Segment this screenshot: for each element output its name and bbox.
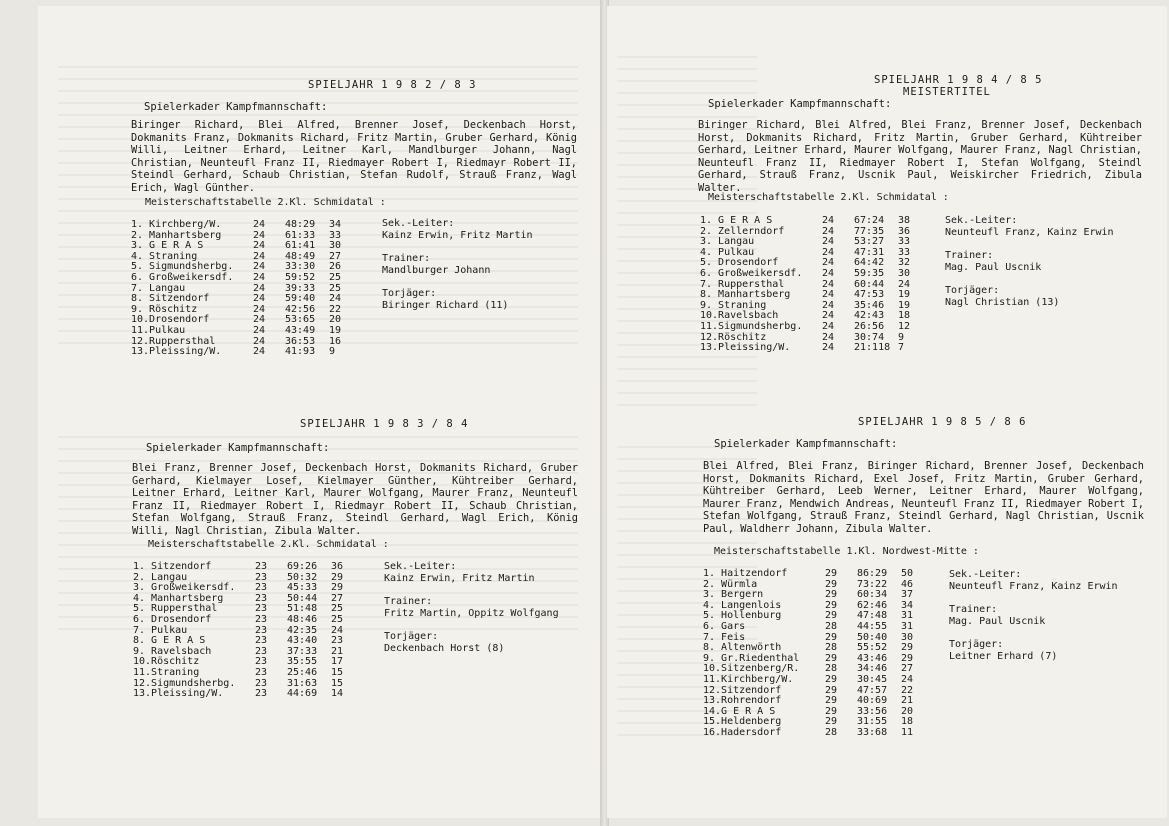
team-name: 5. Drosendorf — [700, 257, 779, 269]
team-name: 7. Ruppersthal — [700, 278, 785, 290]
games-played: 24 — [822, 236, 835, 248]
torjaeger-block — [384, 631, 559, 654]
games-played: 23 — [255, 688, 268, 700]
season-title: SPIELJAHR 1 9 8 3 / 8 4 — [300, 418, 469, 430]
points: 29 — [901, 652, 914, 664]
points: 16 — [329, 335, 342, 347]
games-played: 24 — [822, 320, 835, 332]
team-name: 2. Würmla — [703, 578, 758, 590]
torjaeger-label: Torjäger: — [382, 288, 437, 299]
games-played: 29 — [825, 684, 838, 696]
kader-heading: Spielerkader Kampfmannschaft: — [708, 98, 892, 110]
table-row — [700, 269, 918, 280]
sek-leiter-block — [382, 218, 533, 241]
goal-ratio: 50:40 — [857, 631, 888, 643]
team-name: 12.Sigmundsherbg. — [133, 677, 236, 689]
trainer-block — [945, 250, 1114, 273]
goal-ratio: 59:40 — [285, 293, 316, 305]
points: 19 — [329, 324, 342, 336]
points: 12 — [898, 320, 911, 332]
games-played: 29 — [825, 568, 838, 579]
torjaeger-label: Torjäger: — [384, 631, 439, 642]
points: 29 — [331, 571, 344, 583]
team-name: 5. Sigmundsherbg. — [131, 261, 234, 273]
goal-ratio: 42:56 — [285, 303, 316, 315]
sek-leiter-block — [949, 569, 1118, 592]
torjaeger-value: Nagl Christian (13) — [945, 296, 1060, 308]
sek-leiter-label: Sek.-Leiter: — [384, 561, 457, 572]
team-name: 2. Manhartsberg — [131, 229, 222, 241]
games-played: 23 — [255, 666, 268, 678]
table-row — [133, 562, 351, 573]
trainer-label: Trainer: — [384, 596, 433, 607]
games-played: 29 — [825, 652, 838, 664]
goal-ratio: 26:56 — [854, 320, 885, 332]
trainer-value: Mandlburger Johann — [382, 264, 491, 276]
points: 18 — [901, 716, 914, 728]
points: 25 — [329, 282, 342, 294]
points: 25 — [331, 613, 344, 625]
team-name: 10.Sitzenberg/R. — [703, 663, 800, 675]
points: 11 — [901, 726, 914, 738]
points: 20 — [901, 705, 914, 717]
torjaeger-value: Deckenbach Horst (8) — [384, 642, 505, 654]
points: 34 — [329, 219, 342, 230]
games-played: 24 — [253, 219, 266, 230]
goal-ratio: 67:24 — [854, 215, 885, 226]
points: 30 — [898, 267, 911, 279]
games-played: 24 — [253, 324, 266, 336]
goal-ratio: 48:29 — [285, 219, 316, 230]
games-played: 29 — [825, 705, 838, 717]
points: 21 — [331, 645, 344, 657]
team-name: 10.Ravelsbach — [700, 310, 779, 322]
team-name: 6. Großweikersdf. — [131, 271, 234, 283]
points: 33 — [329, 229, 342, 241]
games-played: 24 — [822, 278, 835, 290]
table-row — [131, 347, 349, 358]
team-name: 10.Röschitz — [133, 656, 200, 668]
points: 9 — [329, 346, 336, 358]
games-played: 28 — [825, 726, 838, 738]
games-played: 23 — [255, 582, 268, 594]
games-played: 28 — [825, 663, 838, 675]
games-played: 29 — [825, 578, 838, 590]
goal-ratio: 61:41 — [285, 240, 316, 252]
team-name: 8. Sitzendorf — [131, 293, 210, 305]
games-played: 23 — [255, 624, 268, 636]
games-played: 24 — [822, 289, 835, 301]
torjaeger-value: Leitner Erhard (7) — [949, 650, 1058, 662]
goal-ratio: 41:93 — [285, 346, 316, 358]
goal-ratio: 45:33 — [287, 582, 318, 594]
sek-leiter-block — [384, 561, 559, 584]
sek-leiter-label: Sek.-Leiter: — [382, 218, 455, 229]
team-name: 9. Röschitz — [131, 303, 198, 315]
games-played: 24 — [253, 314, 266, 326]
points: 27 — [329, 250, 342, 262]
points: 21 — [901, 695, 914, 707]
goal-ratio: 53:27 — [854, 236, 885, 248]
team-name: 8. Manhartsberg — [700, 289, 791, 301]
team-name: 4. Pulkau — [700, 246, 755, 258]
table-row — [703, 675, 921, 686]
games-played: 29 — [825, 716, 838, 728]
team-name: 1. Sitzendorf — [133, 561, 212, 572]
games-played: 29 — [825, 610, 838, 622]
points: 37 — [901, 589, 914, 601]
points: 25 — [329, 271, 342, 283]
team-name: 4. Langenlois — [703, 599, 782, 611]
team-name: 12.Sitzendorf — [703, 684, 782, 696]
team-name: 14.G E R A S — [703, 705, 776, 717]
table-heading: Meisterschaftstabelle 2.Kl. Schmidatal : — [148, 539, 389, 550]
table-row — [131, 326, 349, 337]
team-name: 11.Kirchberg/W. — [703, 673, 794, 685]
points: 23 — [331, 635, 344, 647]
games-played: 23 — [255, 603, 268, 615]
table-row — [133, 668, 351, 679]
points: 19 — [898, 299, 911, 311]
games-played: 24 — [253, 282, 266, 294]
team-name: 13.Pleissing/W. — [133, 688, 224, 700]
team-name: 3. Langau — [700, 236, 755, 248]
table-row — [700, 322, 918, 333]
team-name: 3. Bergern — [703, 589, 764, 601]
goal-ratio: 50:44 — [287, 592, 318, 604]
goal-ratio: 47:48 — [857, 610, 888, 622]
team-name: 15.Heldenberg — [703, 716, 782, 728]
goal-ratio: 43:46 — [857, 652, 888, 664]
points: 24 — [329, 293, 342, 305]
table-heading: Meisterschaftstabelle 2.Kl. Schmidatal : — [145, 197, 386, 208]
sek-leiter-value: Kainz Erwin, Fritz Martin — [384, 572, 535, 584]
goal-ratio: 55:52 — [857, 642, 888, 654]
goal-ratio: 21:118 — [854, 342, 891, 354]
team-name: 9. Gr.Riedenthal — [703, 652, 800, 664]
table-row — [133, 689, 351, 700]
goal-ratio: 33:56 — [857, 705, 888, 717]
points: 30 — [329, 240, 342, 252]
goal-ratio: 35:55 — [287, 656, 318, 668]
goal-ratio: 77:35 — [854, 225, 885, 237]
club-officials — [382, 218, 533, 323]
points: 24 — [898, 278, 911, 290]
team-name: 7. Langau — [131, 282, 186, 294]
games-played: 28 — [825, 620, 838, 632]
team-name: 13.Rohrendorf — [703, 695, 782, 707]
goal-ratio: 47:31 — [854, 246, 885, 258]
games-played: 24 — [822, 331, 835, 343]
kader-heading: Spielerkader Kampfmannschaft: — [714, 438, 898, 450]
games-played: 24 — [253, 250, 266, 262]
table-heading: Meisterschaftstabelle 2.Kl. Schmidatal : — [708, 192, 949, 203]
trainer-block — [382, 253, 533, 276]
points: 9 — [898, 331, 905, 343]
games-played: 24 — [822, 310, 835, 322]
goal-ratio: 51:48 — [287, 603, 318, 615]
goal-ratio: 60:44 — [854, 278, 885, 290]
team-name: 1. Haitzendorf — [703, 568, 788, 579]
team-name: 7. Feis — [703, 631, 746, 643]
torjaeger-block — [382, 288, 533, 311]
goal-ratio: 25:46 — [287, 666, 318, 678]
points: 32 — [898, 257, 911, 269]
torjaeger-block — [945, 285, 1114, 308]
games-played: 24 — [253, 240, 266, 252]
points: 33 — [898, 236, 911, 248]
sek-leiter-value: Neunteufl Franz, Kainz Erwin — [949, 580, 1118, 592]
games-played: 23 — [255, 656, 268, 668]
goal-ratio: 44:55 — [857, 620, 888, 632]
points: 24 — [331, 624, 344, 636]
games-played: 23 — [255, 571, 268, 583]
points: 30 — [901, 631, 914, 643]
season-title: SPIELJAHR 1 9 8 4 / 8 5 — [874, 74, 1043, 86]
games-played: 29 — [825, 631, 838, 643]
kader-heading: Spielerkader Kampfmannschaft: — [144, 101, 328, 113]
team-name: 6. Drosendorf — [133, 613, 212, 625]
goal-ratio: 31:63 — [287, 677, 318, 689]
goal-ratio: 43:40 — [287, 635, 318, 647]
team-name: 11.Sigmundsherbg. — [700, 320, 803, 332]
goal-ratio: 73:22 — [857, 578, 888, 590]
team-name: 4. Manhartsberg — [133, 592, 224, 604]
goal-ratio: 48:49 — [285, 250, 316, 262]
games-played: 29 — [825, 695, 838, 707]
trainer-label: Trainer: — [945, 250, 994, 261]
goal-ratio: 35:46 — [854, 299, 885, 311]
games-played: 24 — [253, 346, 266, 358]
table-row — [700, 216, 918, 227]
sek-leiter-value: Kainz Erwin, Fritz Martin — [382, 229, 533, 241]
goal-ratio: 30:45 — [857, 673, 888, 685]
club-officials — [949, 569, 1118, 674]
games-played: 23 — [255, 645, 268, 657]
points: 31 — [901, 620, 914, 632]
team-name: 2. Langau — [133, 571, 188, 583]
points: 26 — [329, 261, 342, 273]
goal-ratio: 37:33 — [287, 645, 318, 657]
games-played: 23 — [255, 677, 268, 689]
games-played: 29 — [825, 589, 838, 601]
goal-ratio: 44:69 — [287, 688, 318, 700]
player-roster: Blei Alfred, Blei Franz, Biringer Richard, Brenner Josef, Deckenbach Horst, Dokmanits Richard, Exel Josef, Fritz Martin, Gruber Gerhard, Kühtreiber Gerhard, Leeb Werner, Leitner Erhard, Maurer Wolfgang, Maurer Franz, Mendwich Andreas, Neunteufl Franz II, Riedmayer Robert I, Stefan Wolfgang, Strauß Franz, Steindl Gerhard, Nagl Christian, Uscnik Paul, Waldherr Johann, Zibula Walter. — [703, 460, 1144, 535]
team-name: 6. Großweikersdf. — [700, 267, 803, 279]
games-played: 29 — [825, 673, 838, 685]
sek-leiter-label: Sek.-Leiter: — [945, 215, 1018, 226]
points: 29 — [331, 582, 344, 594]
points: 15 — [331, 666, 344, 678]
points: 27 — [331, 592, 344, 604]
trainer-value: Mag. Paul Uscnik — [949, 615, 1046, 627]
team-name: 6. Gars — [703, 620, 746, 632]
games-played: 24 — [253, 293, 266, 305]
goal-ratio: 33:68 — [857, 726, 888, 738]
table-row — [703, 622, 921, 633]
points: 27 — [901, 663, 914, 675]
team-name: 4. Straning — [131, 250, 198, 262]
games-played: 24 — [822, 215, 835, 226]
team-name: 10.Drosendorf — [131, 314, 210, 326]
team-name: 9. Straning — [700, 299, 767, 311]
player-roster: Biringer Richard, Blei Alfred, Brenner Josef, Deckenbach Horst, Dokmanits Franz, Dokmanits Richard, Fritz Martin, Gruber Gerhard, König Willi, Leitner Erhard, Leitner Karl, Mandlburger Johann, Nagl Christian, Neunteufl Franz II, Riedmayer Robert I, Riedmayr Robert II, Steindl Gerhard, Schaub Christian, Stefan Rudolf, Strauß Franz, Wagl Erich, Wagl Günther. — [131, 119, 577, 194]
points: 38 — [898, 215, 911, 226]
goal-ratio: 86:29 — [857, 568, 888, 579]
team-name: 12.Röschitz — [700, 331, 767, 343]
team-name: 9. Ravelsbach — [133, 645, 212, 657]
team-name: 12.Ruppersthal — [131, 335, 216, 347]
sek-leiter-block — [945, 215, 1114, 238]
trainer-block — [384, 596, 559, 619]
team-name: 11.Pulkau — [131, 324, 186, 336]
goal-ratio: 30:74 — [854, 331, 885, 343]
season-title: SPIELJAHR 1 9 8 5 / 8 6 — [858, 416, 1027, 428]
trainer-value: Mag. Paul Uscnik — [945, 261, 1042, 273]
points: 29 — [901, 642, 914, 654]
goal-ratio: 40:69 — [857, 695, 888, 707]
goal-ratio: 42:35 — [287, 624, 318, 636]
goal-ratio: 60:34 — [857, 589, 888, 601]
points: 46 — [901, 578, 914, 590]
points: 33 — [898, 246, 911, 258]
trainer-label: Trainer: — [949, 604, 998, 615]
games-played: 29 — [825, 599, 838, 611]
trainer-label: Trainer: — [382, 253, 431, 264]
games-played: 28 — [825, 642, 838, 654]
games-played: 23 — [255, 592, 268, 604]
goal-ratio: 34:46 — [857, 663, 888, 675]
goal-ratio: 42:43 — [854, 310, 885, 322]
goal-ratio: 31:55 — [857, 716, 888, 728]
goal-ratio: 50:32 — [287, 571, 318, 583]
trainer-value: Fritz Martin, Oppitz Wolfgang — [384, 607, 559, 619]
club-officials — [945, 215, 1114, 320]
points: 22 — [329, 303, 342, 315]
points: 18 — [898, 310, 911, 322]
games-played: 24 — [822, 267, 835, 279]
team-name: 11.Straning — [133, 666, 200, 678]
torjaeger-label: Torjäger: — [945, 285, 1000, 296]
torjaeger-block — [949, 639, 1118, 662]
team-name: 3. Großweikersdf. — [133, 582, 236, 594]
standings-table — [133, 562, 351, 700]
sek-leiter-label: Sek.-Leiter: — [949, 569, 1022, 580]
points: 50 — [901, 568, 914, 579]
goal-ratio: 69:26 — [287, 561, 318, 572]
standings-table — [700, 216, 918, 354]
points: 36 — [898, 225, 911, 237]
team-name: 1. Kirchberg/W. — [131, 219, 222, 230]
kader-heading: Spielerkader Kampfmannschaft: — [146, 442, 330, 454]
team-name: 5. Ruppersthal — [133, 603, 218, 615]
team-name: 3. G E R A S — [131, 240, 204, 252]
table-row — [700, 343, 918, 354]
standings-table — [131, 220, 349, 358]
points: 15 — [331, 677, 344, 689]
table-row — [703, 728, 921, 739]
team-name: 13.Pleissing/W. — [131, 346, 222, 358]
goal-ratio: 64:42 — [854, 257, 885, 269]
goal-ratio: 62:46 — [857, 599, 888, 611]
torjaeger-value: Biringer Richard (11) — [382, 299, 509, 311]
goal-ratio: 36:53 — [285, 335, 316, 347]
team-name: 5. Hollenburg — [703, 610, 782, 622]
table-row — [133, 615, 351, 626]
games-played: 23 — [255, 613, 268, 625]
standings-table — [703, 569, 921, 739]
points: 20 — [329, 314, 342, 326]
goal-ratio: 53:65 — [285, 314, 316, 326]
games-played: 24 — [822, 257, 835, 269]
games-played: 24 — [253, 261, 266, 273]
goal-ratio: 39:33 — [285, 282, 316, 294]
games-played: 24 — [253, 271, 266, 283]
points: 17 — [331, 656, 344, 668]
table-row — [131, 273, 349, 284]
goal-ratio: 48:46 — [287, 613, 318, 625]
games-played: 24 — [253, 303, 266, 315]
points: 25 — [331, 603, 344, 615]
goal-ratio: 33:30 — [285, 261, 316, 273]
points: 19 — [898, 289, 911, 301]
games-played: 24 — [822, 225, 835, 237]
games-played: 24 — [822, 246, 835, 258]
team-name: 2. Zellerndorf — [700, 225, 785, 237]
player-roster: Biringer Richard, Blei Alfred, Blei Franz, Brenner Josef, Deckenbach Horst, Dokmanits Richard, Fritz Martin, Gruber Gerhard, Kühtreiber Gerhard, Leitner Erhard, Maurer Wolfgang, Maurer Franz, Nagl Christian, Neunteufl Franz II, Riedmayer Robert I, Stefan Wolfgang, Steindl Gerhard, Strauß Franz, Uscnik Paul, Weiskircher Friedrich, Zibula Walter. — [698, 119, 1142, 194]
games-played: 24 — [253, 335, 266, 347]
games-played: 23 — [255, 561, 268, 572]
games-played: 24 — [253, 229, 266, 241]
points: 34 — [901, 599, 914, 611]
player-roster: Blei Franz, Brenner Josef, Deckenbach Horst, Dokmanits Richard, Gruber Gerhard, Kielmayer Losef, Kielmayer Günther, Kühtreiber Gerhard, Leitner Erhard, Leitner Karl, Maurer Wolfgang, Maurer Franz, Neunteufl Franz II, Riedmayer Robert I, Riedmayr Robert II, Schaub Christian, Stefan Wolfgang, Strauß Franz, Steindl Gerhard, Wagl Erich, König Willi, Nagl Christian, Zibula Walter. — [132, 462, 578, 537]
points: 24 — [901, 673, 914, 685]
points: 7 — [898, 342, 905, 354]
table-heading: Meisterschaftstabelle 1.Kl. Nordwest-Mitte : — [714, 546, 979, 557]
games-played: 23 — [255, 635, 268, 647]
goal-ratio: 47:57 — [857, 684, 888, 696]
season-title: SPIELJAHR 1 9 8 2 / 8 3 — [308, 79, 477, 91]
table-row — [131, 220, 349, 231]
team-name: 8. G E R A S — [133, 635, 206, 647]
trainer-block — [949, 604, 1118, 627]
points: 36 — [331, 561, 344, 572]
points: 22 — [901, 684, 914, 696]
points: 14 — [331, 688, 344, 700]
team-name: 8. Altenwörth — [703, 642, 782, 654]
goal-ratio: 47:53 — [854, 289, 885, 301]
games-played: 24 — [822, 342, 835, 354]
goal-ratio: 59:52 — [285, 271, 316, 283]
goal-ratio: 61:33 — [285, 229, 316, 241]
points: 31 — [901, 610, 914, 622]
team-name: 1. G E R A S — [700, 215, 773, 226]
team-name: 16.Hadersdorf — [703, 726, 782, 738]
season-subtitle: MEISTERTITEL — [903, 86, 991, 98]
table-row — [703, 569, 921, 580]
team-name: 7. Pulkau — [133, 624, 188, 636]
club-officials — [384, 561, 559, 666]
torjaeger-label: Torjäger: — [949, 639, 1004, 650]
goal-ratio: 43:49 — [285, 324, 316, 336]
sek-leiter-value: Neunteufl Franz, Kainz Erwin — [945, 226, 1114, 238]
team-name: 13.Pleissing/W. — [700, 342, 791, 354]
goal-ratio: 59:35 — [854, 267, 885, 279]
games-played: 24 — [822, 299, 835, 311]
